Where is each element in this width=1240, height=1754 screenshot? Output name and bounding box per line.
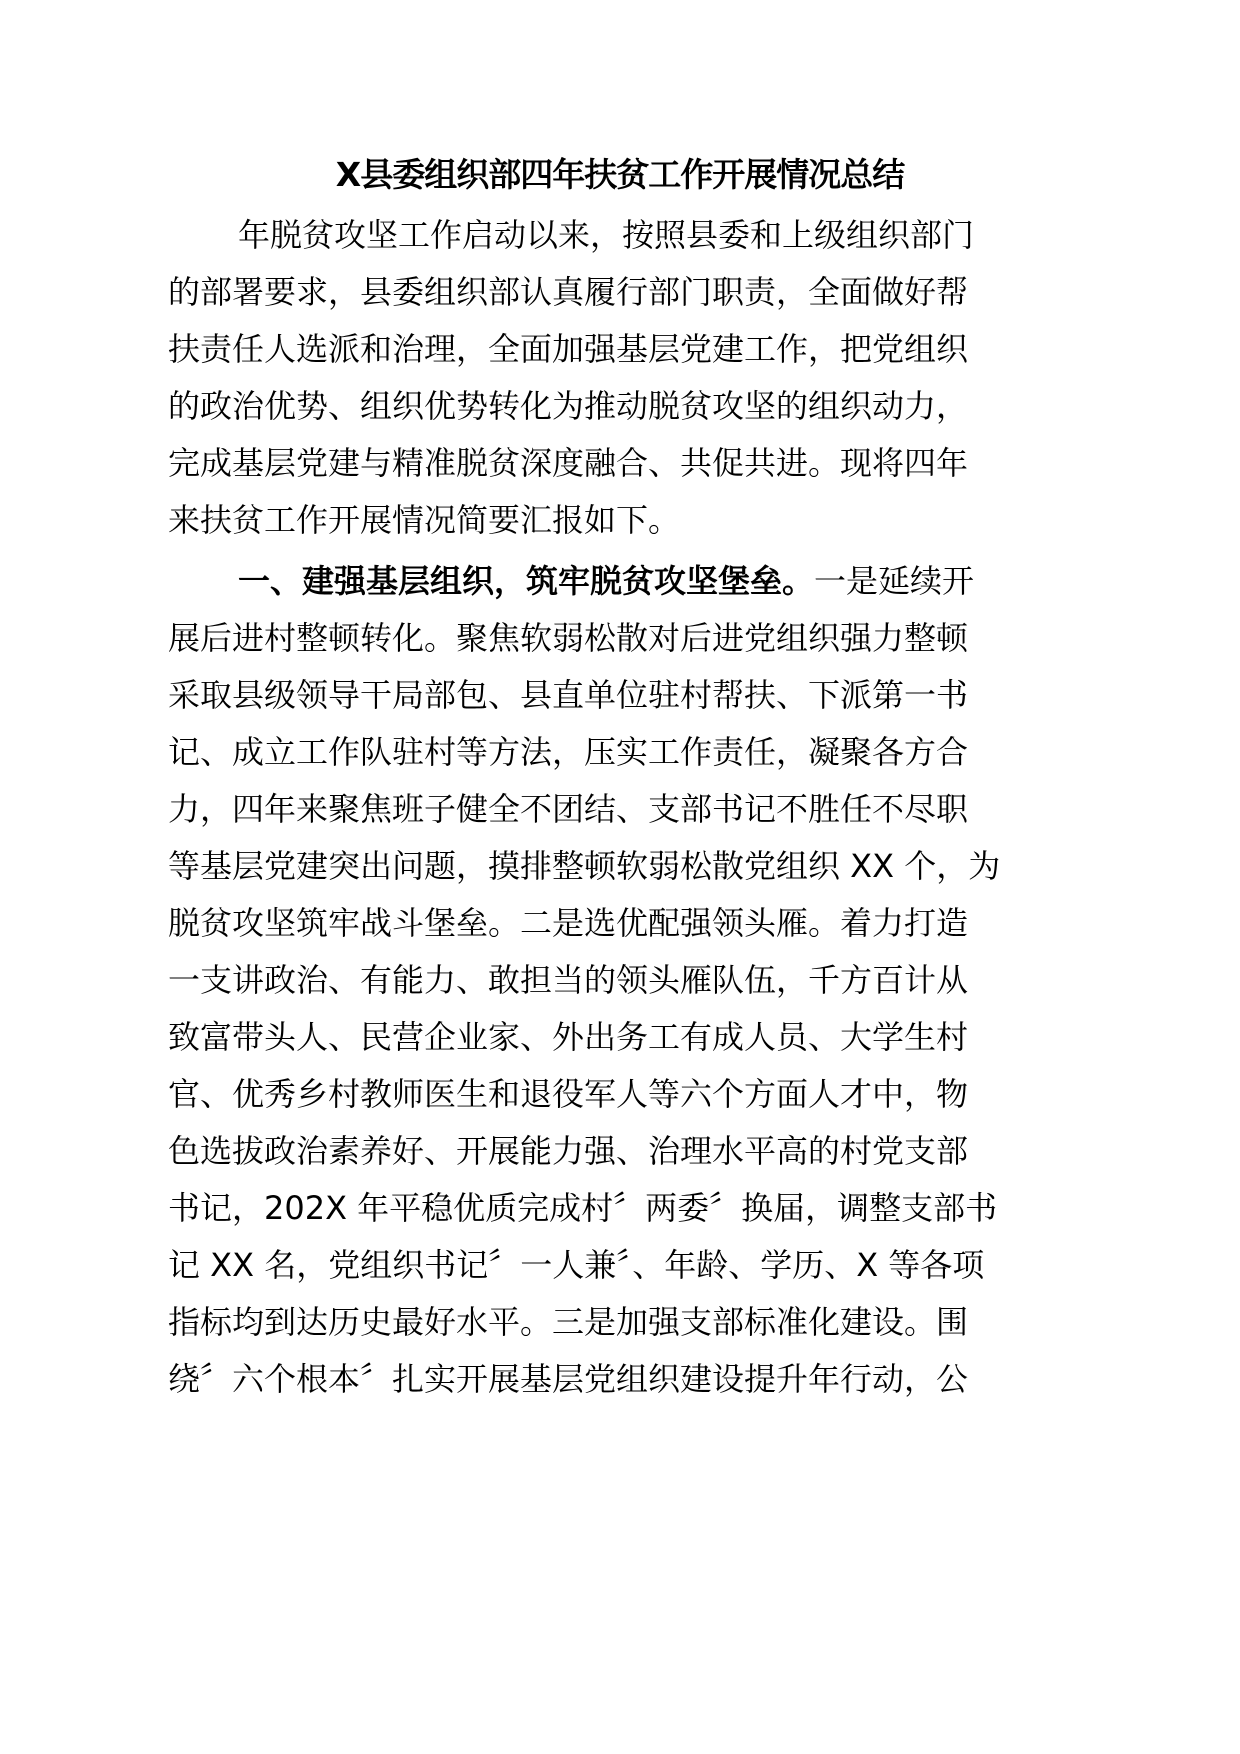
paragraph-line: 展后进村整顿转化。聚焦软弱松散对后进党组织强力整顿 (168, 619, 969, 657)
paragraph-line: 采取县级领导干局部包、县直单位驻村帮扶、下派第一书 (168, 676, 969, 714)
paragraph-line: 扶责任人选派和治理，全面加强基层党建工作，把党组织 (168, 330, 969, 368)
paragraph-line: 记、成立工作队驻村等方法，压实工作责任，凝聚各方合 (168, 733, 969, 771)
document-title: X县委组织部四年扶贫工作开展情况总结 (335, 155, 905, 194)
paragraph-line: 色选拔政治素养好、开展能力强、治理水平高的村党支部 (168, 1132, 969, 1170)
paragraph-line: 年脱贫攻坚工作启动以来，按照县委和上级组织部门 (238, 216, 975, 254)
section-heading: 一、建强基层组织，筑牢脱贫攻坚堡垒。 (238, 562, 815, 600)
paragraph-line: 书记，202X 年平稳优质完成村〞两委〞换届，调整支部书 (168, 1189, 998, 1227)
paragraph-line: 致富带头人、民营企业家、外出务工有成人员、大学生村 (168, 1018, 969, 1056)
paragraph-line: 的政治优势、组织优势转化为推动脱贫攻坚的组织动力， (168, 387, 969, 425)
section-text: 一是延续开 (814, 562, 975, 600)
paragraph-line: 的部署要求，县委组织部认真履行部门职责，全面做好帮 (168, 273, 969, 311)
paragraph-line: 力，四年来聚焦班子健全不团结、支部书记不胜任不尽职 (168, 790, 969, 828)
paragraph-line: 官、优秀乡村教师医生和退役军人等六个方面人才中，物 (168, 1075, 969, 1113)
section-first-line (238, 558, 975, 604)
paragraph-line: 一支讲政治、有能力、敢担当的领头雁队伍，千方百计从 (168, 961, 969, 999)
paragraph-line: 记 XX 名，党组织书记〞一人兼〞、年龄、学历、X 等各项 (168, 1246, 985, 1284)
paragraph-line: 完成基层党建与精准脱贫深度融合、共促共进。现将四年 (168, 444, 969, 482)
paragraph-line: 脱贫攻坚筑牢战斗堡垒。二是选优配强领头雁。着力打造 (168, 904, 969, 942)
paragraph-line: 绕〞六个根本〞扎实开展基层党组织建设提升年行动，公 (168, 1360, 969, 1398)
paragraph-line: 等基层党建突出问题，摸排整顿软弱松散党组织 XX 个，为 (168, 847, 1001, 885)
paragraph-line: 来扶贫工作开展情况简要汇报如下。 (168, 501, 681, 539)
paragraph-line: 指标均到达历史最好水平。三是加强支部标准化建设。围 (168, 1303, 969, 1341)
